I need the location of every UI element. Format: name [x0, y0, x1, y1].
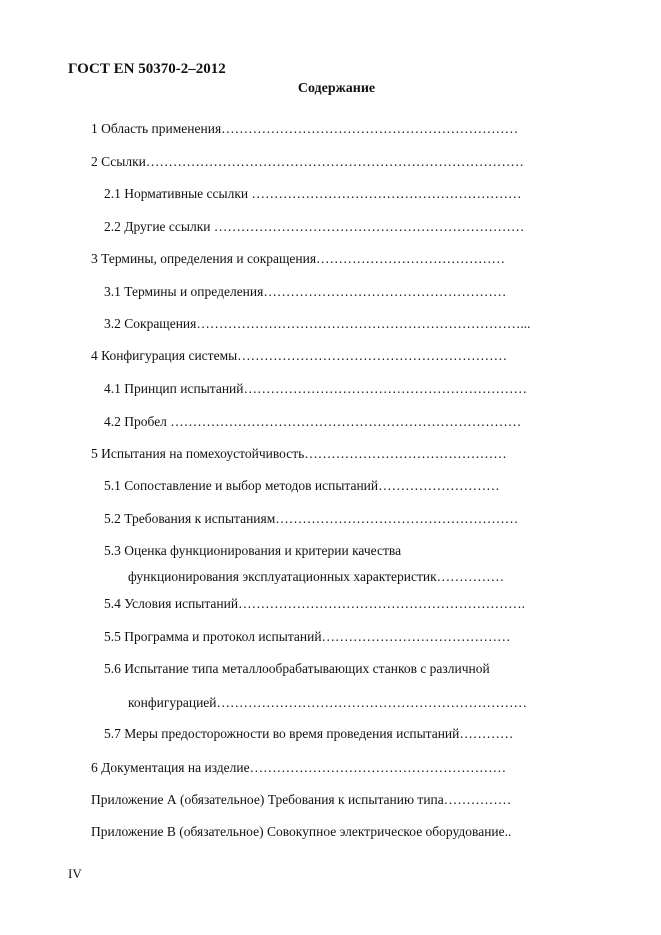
toc-entry-5-5[interactable]: 5.5 Программа и протокол испытаний…………………………………… — [104, 629, 511, 644]
toc-entry-5-6-continued[interactable]: конфигурацией…………………………………………………………… — [128, 695, 528, 710]
toc-entry-5-6[interactable]: 5.6 Испытание типа металлообрабатывающих станков с различной — [104, 661, 490, 676]
document-code: ГОСТ EN 50370-2–2012 — [68, 61, 226, 77]
toc-entry-4[interactable]: 4 Конфигурация системы…………………………………………………… — [91, 348, 508, 363]
toc-entry-4-1[interactable]: 4.1 Принцип испытаний……………………………………………………… — [104, 381, 527, 396]
toc-entry-2-2[interactable]: 2.2 Другие ссылки …………………………………………………………… — [104, 219, 525, 234]
toc-title: Содержание — [297, 81, 376, 96]
toc-entry-4-2[interactable]: 4.2 Пробел …………………………………………………………………… — [104, 414, 522, 429]
toc-entry-6[interactable]: 6 Документация на изделие………………………………………………… — [91, 760, 507, 775]
toc-entry-5-4[interactable]: 5.4 Условия испытаний………………………………………………………. — [104, 596, 525, 611]
toc-entry-2[interactable]: 2 Ссылки………………………………………………………………………… — [91, 154, 524, 169]
toc-entry-5[interactable]: 5 Испытания на помехоустойчивость……………………………………… — [91, 446, 507, 461]
page-number: IV — [68, 866, 82, 881]
toc-entry-2-1[interactable]: 2.1 Нормативные ссылки …………………………………………………… — [104, 186, 522, 201]
toc-entry-5-7[interactable]: 5.7 Меры предосторожности во время проведения испытаний………… — [104, 726, 514, 741]
toc-entry-3[interactable]: 3 Термины, определения и сокращения…………………………………… — [91, 251, 506, 266]
toc-entry-annex-a[interactable]: Приложение А (обязательное) Требования к испытанию типа…………… — [91, 792, 512, 807]
toc-entry-5-2[interactable]: 5.2 Требования к испытаниям……………………………………………… — [104, 511, 519, 526]
toc-entry-3-1[interactable]: 3.1 Термины и определения……………………………………………… — [104, 284, 507, 299]
toc-entry-3-2[interactable]: 3.2 Сокращения………………………………………………………………... — [104, 316, 531, 331]
toc-entry-5-3[interactable]: 5.3 Оценка функционирования и критерии качества — [104, 543, 402, 558]
toc-entry-annex-b[interactable]: Приложение В (обязательное) Совокупное электрическое оборудование.. — [91, 824, 512, 839]
toc-entry-5-3-continued[interactable]: функционирования эксплуатационных характеристик…………… — [128, 569, 505, 584]
toc-entry-5-1[interactable]: 5.1 Сопоставление и выбор методов испытаний……………………… — [104, 478, 500, 493]
toc-entry-1[interactable]: 1 Область применения………………………………………………………… — [91, 121, 519, 136]
